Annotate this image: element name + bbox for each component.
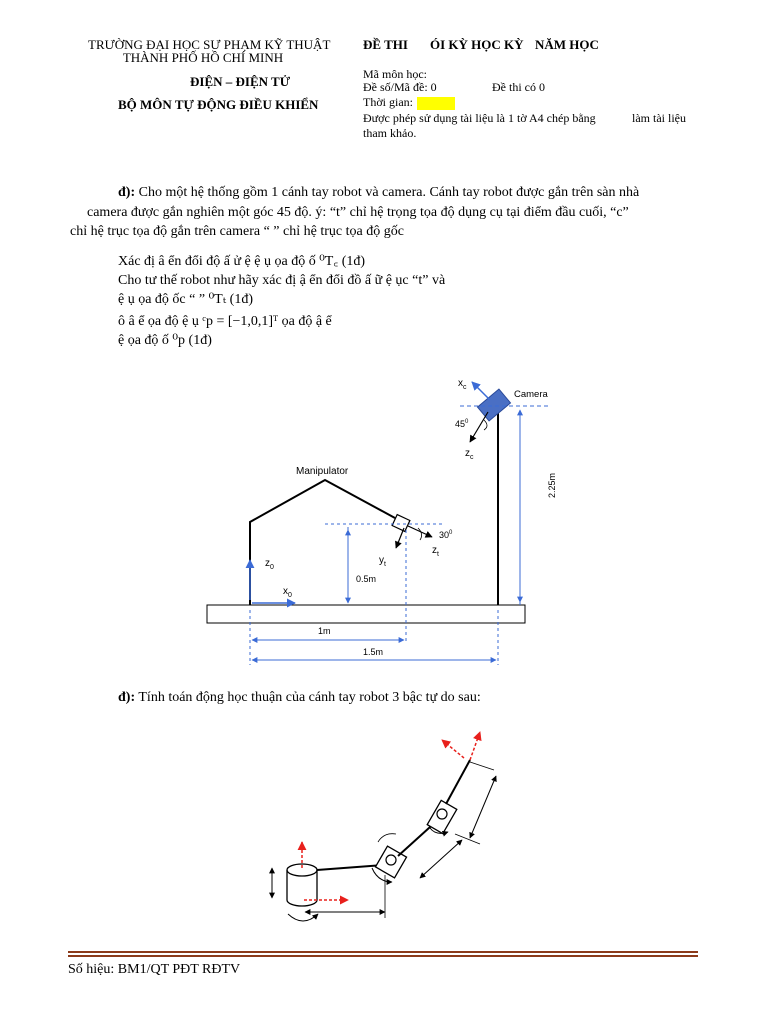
footer-rule-top <box>68 951 698 953</box>
school-name-line2: THÀNH PHỐ HỒ CHÍ MINH <box>122 50 284 65</box>
label-zc: $z_c$ <box>465 448 474 461</box>
q1-intro-line3: chỉ hệ trục tọa độ gắn trên camera “ ” chỉ hệ trục tọa độ gốc <box>70 224 404 239</box>
q1-item-5: ệ ọa độ ố ⁰p (1đ) <box>118 333 212 348</box>
q1-item-1: Xác đị â ển đổi độ ấ ử ệ ệ ụ ọa độ ố ⁰T꜀ (1đ) <box>118 254 366 269</box>
label-camera: Camera <box>514 389 548 400</box>
camera-body <box>477 389 510 421</box>
link-3 <box>446 760 470 804</box>
note-line1b: làm tài liệu <box>632 111 686 125</box>
exam-title-part2: ÓI KỲ HỌC KỲ <box>430 37 524 52</box>
exam-title-part1: ĐỀ THI <box>363 37 408 52</box>
manipulator-arm <box>250 480 395 605</box>
note-line1: Được phép sử dụng tài liệu là 1 tờ A4 chép bằng <box>363 111 596 125</box>
floor <box>207 605 525 623</box>
three-dof-robot-diagram <box>0 700 768 940</box>
q2-label: đ): <box>118 690 136 705</box>
note-line2: tham khảo. <box>363 126 417 140</box>
label-0-5m: 0.5m <box>356 574 377 584</box>
label-1-5m: 1.5m <box>363 647 384 657</box>
q2-text: Tính toán động học thuận của cánh tay robot 3 bậc tự do sau: <box>135 690 481 705</box>
q1-intro-line2: camera được gắn nghiên một góc 45 độ. ý: “t” chỉ hệ trọng tọa độ dụng cụ tại điểm đầu cuối, “c” <box>87 205 629 220</box>
footer-rule-bottom <box>68 955 698 957</box>
label-yt: $y_t$ <box>379 555 386 568</box>
label-zt: $z_t$ <box>432 545 439 558</box>
q1-label: đ): <box>118 185 136 200</box>
department-name: BỘ MÔN TỰ ĐỘNG ĐIỀU KHIỂN <box>118 97 319 112</box>
label-manipulator: Manipulator <box>296 466 349 477</box>
label-xc: $x_c$ <box>458 378 467 391</box>
label-z0: $z_0$ <box>265 558 274 571</box>
label-x0: $x_0$ <box>283 586 292 599</box>
q1-item-4: ô â ể ọa độ ệ ụ ᶜp = [−1,0,1]ᵀ ọa độ ậ ể <box>118 314 332 329</box>
exam-code: Đề số/Mã đề: 0 <box>363 80 437 94</box>
q1-intro-text: Cho một hệ thống gồm 1 cánh tay robot và camera. Cánh tay robot được gắn trên sàn nhà <box>135 185 640 200</box>
course-code: Mã môn học: <box>363 67 427 81</box>
footer-code: Số hiệu: BM1/QT PĐT RĐTV <box>68 962 241 977</box>
school-name-line1: TRƯỜNG ĐẠI HỌC SƯ PHẠM KỸ THUẬT <box>88 37 331 52</box>
q1-item-2: Cho tư thế robot như hãy xác đị ậ ển đổi đồ ấ ữ ệ ục “t” và <box>118 273 446 288</box>
label-2-25m: 2.25m <box>547 472 557 498</box>
exam-title-part3: NĂM HỌC <box>535 37 599 52</box>
q1-item-3: ệ ụ ọa độ ốc “ ” ⁰Tₜ (1đ) <box>118 292 254 307</box>
label-30: $30^0$ <box>439 530 453 540</box>
duration-label: Thời gian: <box>363 95 414 109</box>
faculty-name: ĐIỆN – ĐIỆN TỬ <box>190 74 291 89</box>
label-1m: 1m <box>318 626 331 636</box>
exam-pages: Đề thi có 0 <box>492 80 545 94</box>
label-45: $45^0$ <box>455 419 469 429</box>
